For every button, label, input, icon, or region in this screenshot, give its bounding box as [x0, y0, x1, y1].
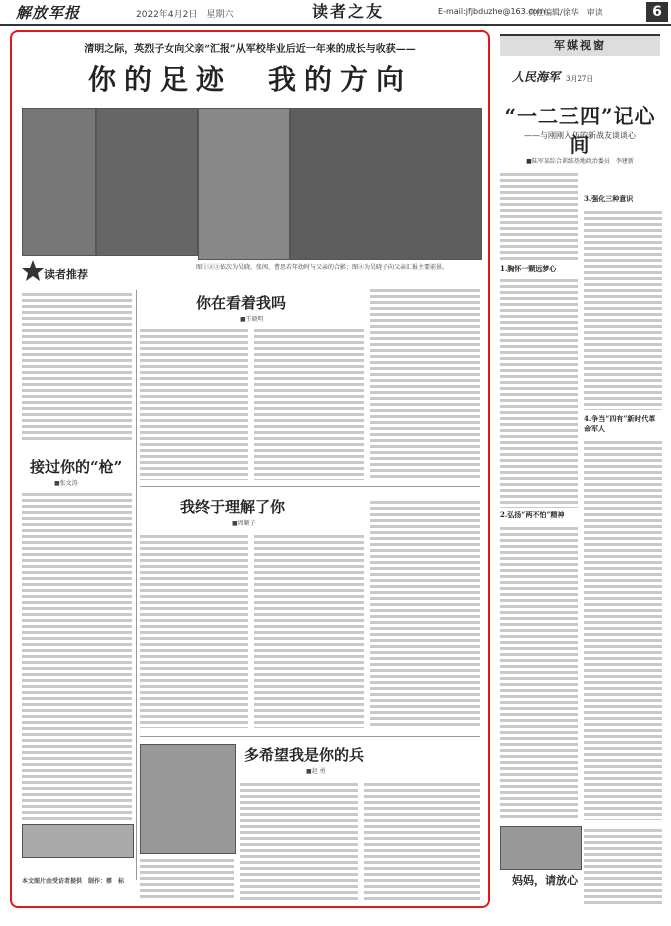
right-subheading-1: 1.胸怀一颗远梦心 — [500, 264, 557, 273]
right-bottom-text — [584, 826, 662, 906]
right-subheading-2: 2.弘扬“两不怕”精神 — [500, 510, 565, 519]
feature-headline: 你的足迹 我的方向 — [87, 63, 412, 96]
editor-credit: 责任编辑/徐华 审读 — [528, 8, 603, 17]
article-text-3a — [140, 532, 248, 728]
right-subheadline: ——与刚刚入伍的新战友谈谈心 — [524, 131, 636, 140]
photo-bottom-article — [140, 744, 236, 854]
source-logo: 人民海军 — [512, 70, 561, 84]
paper-logo: 解放军报 — [16, 4, 81, 22]
article-byline-2: ■张文涛 — [54, 480, 78, 487]
right-headline: “一二三四”记心间 — [504, 104, 656, 157]
article-text-1c — [370, 286, 480, 480]
photo-1 — [22, 108, 96, 256]
photo-bottom-left — [22, 824, 134, 858]
right-subheading-3: 3.强化三种意识 — [584, 194, 634, 203]
page-section-title: 读者之友 — [311, 2, 384, 21]
article-byline-1: ■王晓明 — [240, 316, 264, 323]
article-text-4c — [364, 780, 480, 900]
photo-2 — [96, 108, 198, 256]
right-author-line: ■陆军某综合训练基地政治委员 李建新 — [526, 158, 634, 165]
article-text-4b — [240, 780, 358, 900]
article-byline-3: ■周颖子 — [232, 520, 256, 527]
article-text-3b — [254, 532, 364, 728]
article-title-3: 我终于理解了你 — [180, 498, 286, 516]
right-bottom-photo — [500, 826, 582, 870]
divider-2 — [140, 736, 480, 737]
divider-1 — [140, 486, 480, 487]
article-text-1a — [140, 326, 248, 480]
right-bottom-title: 妈妈，请放心 — [512, 874, 578, 887]
column-divider — [136, 290, 137, 880]
star-icon — [20, 258, 46, 282]
issue-date: 2022年4月2日 星期六 — [136, 10, 234, 20]
reader-recommend-label: 读者推荐 — [44, 268, 88, 281]
photo-4 — [290, 108, 482, 260]
right-text-a3 — [500, 524, 578, 820]
right-text-b1 — [584, 208, 662, 410]
article-text-1b — [254, 326, 364, 480]
right-text-b2 — [584, 438, 662, 820]
right-subheading-4: 4.争当“四有”新时代革命军人 — [584, 414, 656, 433]
article-title-2: 接过你的“枪” — [30, 458, 123, 476]
article-byline-4: ■赵 勇 — [306, 768, 326, 775]
image-credit: 本文图片由受访者提供 制作：蔡 标 — [22, 878, 125, 885]
right-text-a2 — [500, 276, 578, 508]
right-text-a1 — [500, 170, 578, 260]
contact-email: E-mail:jfjbduzhe@163.com — [438, 7, 546, 16]
article-title-1: 你在看着我吗 — [196, 294, 287, 312]
feature-kicker: 清明之际，英烈子女向父亲“汇报”从军校毕业后近一年来的成长与收获—— — [84, 44, 416, 55]
photo-3 — [198, 108, 290, 260]
article-title-4: 多希望我是你的兵 — [244, 746, 365, 764]
right-column-header: 军媒视窗 — [500, 34, 660, 56]
photo-caption: 图①②③依次为吴晓、张闯、曹思若年幼时与父亲的合影；图④为吴晓子向父亲汇报主要前景。 — [196, 264, 449, 271]
article-text-3c — [370, 498, 480, 728]
article-text-2 — [22, 490, 132, 822]
page-number: 6 — [646, 2, 668, 22]
source-date: 3月27日 — [566, 75, 594, 83]
intro-text-block — [22, 290, 132, 440]
article-text-4a — [140, 856, 234, 900]
